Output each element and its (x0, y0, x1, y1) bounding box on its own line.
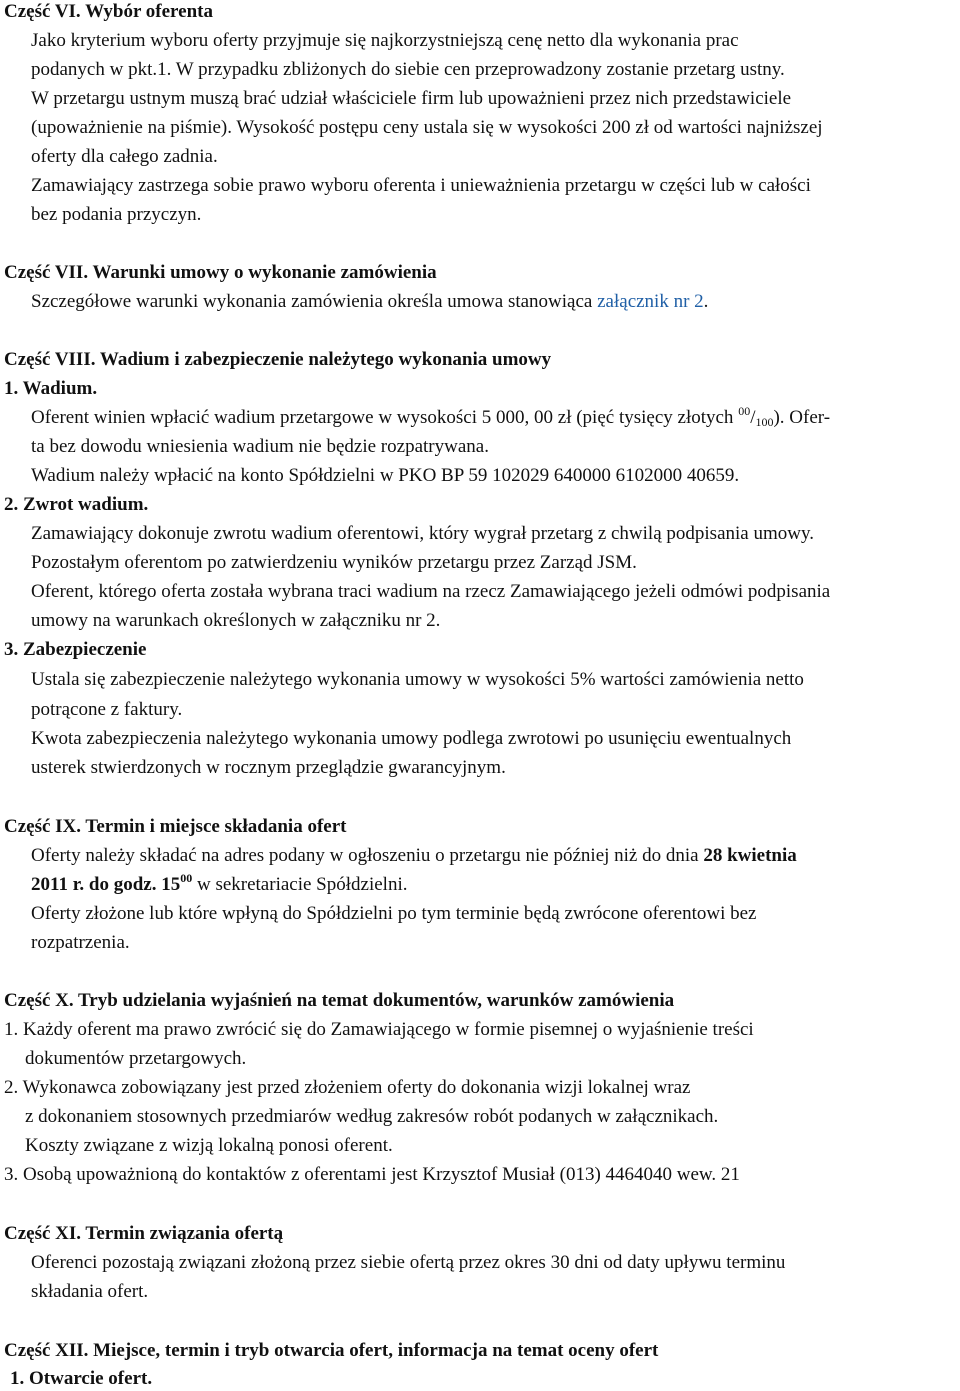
wadium-sup: 00 (738, 404, 751, 418)
section-10-item-1-cont: dokumentów przetargowych. (25, 1048, 247, 1069)
section-10-item-2-cont-2: Koszty związane z wizją lokalną ponosi oferent. (25, 1135, 393, 1156)
wadium-amount-end: ). Ofer- (773, 407, 831, 428)
section-8-line-1 (31, 406, 830, 430)
section-7-heading: Część VII. Warunki umowy o wykonanie zamówienia (4, 262, 437, 283)
section-6-line-5: oferty dla całego zadnia. (31, 146, 218, 167)
section-12-sub-1: 1. Otwarcie ofert. (10, 1368, 153, 1389)
section-10-heading: Część X. Tryb udzielania wyjaśnień na temat dokumentów, warunków zamówienia (4, 990, 675, 1011)
section-7-period: . (703, 291, 709, 312)
section-12-heading: Część XII. Miejsce, termin i tryb otwarcia ofert, informacja na temat oceny ofert (4, 1340, 659, 1361)
section-7-line-1 (31, 290, 708, 314)
attachment-2-link[interactable]: załącznik nr 2 (597, 291, 704, 312)
section-6-line-1: Jako kryterium wyboru oferty przyjmuje się najkorzystniejszą cenę netto dla wykonania prac (31, 30, 739, 51)
section-8-heading: Część VIII. Wadium i zabezpieczenie należytego wykonania umowy (4, 349, 552, 370)
section-6-line-4: (upoważnienie na piśmie). Wysokość postępu ceny ustala się w wysokości 200 zł od wartości najniższej (31, 117, 823, 138)
section-6-line-3: W przetargu ustnym muszą brać udział właściciele firm lub upoważnieni przez nich przedstawiciele (31, 88, 792, 109)
section-6-line-6: Zamawiający zastrzega sobie prawo wyboru oferenta i unieważnienia przetargu w części lub w całości (31, 175, 811, 196)
section-8-line-4: Zamawiający dokonuje zwrotu wadium oferentowi, który wygrał przetarg z chwilą podpisania umowy. (31, 523, 814, 544)
section-10-item-2-cont: z dokonaniem stosownych przedmiarów według zakresów robót podanych w załącznikach. (25, 1106, 719, 1127)
section-10-item-1: 1. Każdy oferent ma prawo zwrócić się do Zamawiającego w formie pisemnej o wyjaśnienie treści (4, 1019, 754, 1040)
deadline-text: Oferty należy składać na adres podany w ogłoszeniu o przetargu nie później niż do dnia (31, 845, 704, 866)
section-8-line-3: Wadium należy wpłacić na konto Spółdzielni w PKO BP 59 102029 640000 6102000 40659. (31, 465, 740, 486)
section-11-line-2: składania ofert. (31, 1281, 149, 1302)
section-8-line-11: usterek stwierdzonych w rocznym przeglądzie gwarancyjnym. (31, 757, 506, 778)
section-9-heading: Część IX. Termin i miejsce składania ofert (4, 816, 347, 837)
section-8-sub-1: 1. Wadium. (4, 378, 98, 399)
wadium-slash: / (750, 407, 756, 428)
section-6-line-7: bez podania przyczyn. (31, 204, 202, 225)
section-9-line-3: Oferty złożone lub które wpłyną do Spółdzielni po tym terminie będą zwrócone oferentowi bez (31, 903, 757, 924)
section-9-line-4: rozpatrzenia. (31, 932, 130, 953)
section-6-heading: Część VI. Wybór oferenta (4, 1, 213, 22)
section-8-sub-2: 2. Zwrot wadium. (4, 494, 149, 515)
wadium-amount-text: Oferent winien wpłacić wadium przetargowe w wysokości 5 000, 00 zł (pięć tysięcy złotych (31, 407, 739, 428)
deadline-place: w sekretariacie Spółdzielni. (192, 874, 408, 895)
section-7-text: Szczegółowe warunki wykonania zamówienia określa umowa stanowiąca (31, 291, 598, 312)
section-8-line-5: Pozostałym oferentom po zatwierdzeniu wyników przetargu przez Zarząd JSM. (31, 552, 637, 573)
section-8-line-9: potrącone z faktury. (31, 699, 183, 720)
section-8-line-6: Oferent, którego oferta została wybrana traci wadium na rzecz Zamawiającego jeżeli odmówi podpisania (31, 581, 831, 602)
deadline-minutes: 00 (180, 871, 193, 885)
wadium-sub: 100 (755, 415, 774, 429)
section-9-line-2 (31, 873, 407, 897)
section-11-heading: Część XI. Termin związania ofertą (4, 1223, 284, 1244)
section-10-item-3: 3. Osobą upoważnioną do kontaktów z oferentami jest Krzysztof Musiał (013) 4464040 wew. 21 (4, 1164, 740, 1185)
deadline-date: 28 kwietnia (703, 845, 797, 866)
section-11-line-1: Oferenci pozostają związani złożoną przez siebie ofertą przez okres 30 dni od daty upływu terminu (31, 1252, 786, 1273)
section-8-line-8: Ustala się zabezpieczenie należytego wykonania umowy w wysokości 5% wartości zamówienia netto (31, 669, 804, 690)
section-10-item-2: 2. Wykonawca zobowiązany jest przed złożeniem oferty do dokonania wizji lokalnej wraz (4, 1077, 691, 1098)
deadline-year-hour: 2011 r. do godz. 15 (31, 874, 181, 895)
section-6-line-2: podanych w pkt.1. W przypadku zbliżonych do siebie cen przeprowadzony zostanie przetarg ustny. (31, 59, 785, 80)
section-8-line-10: Kwota zabezpieczenia należytego wykonania umowy podlega zwrotowi po usunięciu ewentualnych (31, 728, 792, 749)
section-8-line-2: ta bez dowodu wniesienia wadium nie będzie rozpatrywana. (31, 436, 489, 457)
section-8-sub-3: 3. Zabezpieczenie (4, 639, 147, 660)
section-8-line-7: umowy na warunkach określonych w załączniku nr 2. (31, 610, 441, 631)
section-9-line-1 (31, 844, 797, 868)
